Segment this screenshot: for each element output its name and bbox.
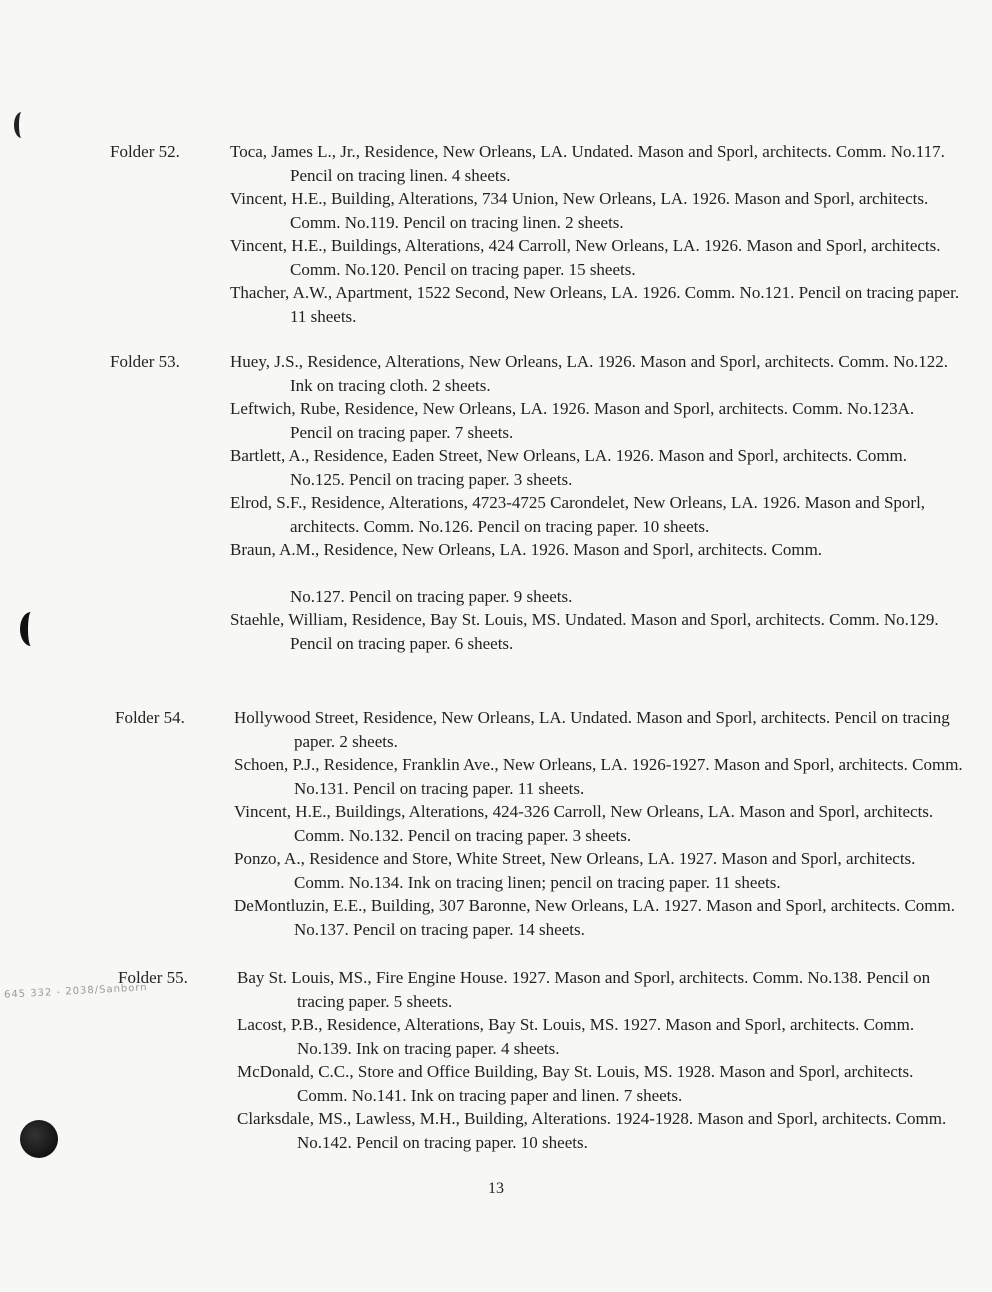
entry: Lacost, P.B., Residence, Alterations, Bay St. Louis, MS. 1927. Mason and Sporl, architects. Comm. No.139. Ink on tracing paper. 4 sheets. xyxy=(237,1015,915,1058)
folder-entries xyxy=(237,966,967,1154)
entry: Vincent, H.E., Buildings, Alterations, 424-326 Carroll, New Orleans, LA. Mason and Sporl, architects. Comm. No.132. Pencil on tracing paper. 3 sheets. xyxy=(234,802,934,845)
entry: McDonald, C.C., Store and Office Building, Bay St. Louis, MS. 1928. Mason and Sporl, architects. Comm. No.141. Ink on tracing paper and linen. 7 sheets. xyxy=(237,1062,914,1105)
entry: Braun, A.M., Residence, New Orleans, LA. 1926. Mason and Sporl, architects. Comm. xyxy=(230,540,823,559)
folder-label: Folder 52. xyxy=(110,142,180,161)
punch-hole-mark xyxy=(14,112,29,138)
folder-label: Folder 54. xyxy=(115,708,185,727)
folder-label: Folder 53. xyxy=(110,352,180,371)
entry: Vincent, H.E., Building, Alterations, 734 Union, New Orleans, LA. 1926. Mason and Sporl, architects. Comm. No.119. Pencil on tracing linen. 2 sheets. xyxy=(230,189,929,232)
punch-hole-mark xyxy=(20,612,42,646)
page-number: 13 xyxy=(488,1180,504,1197)
entry: Bartlett, A., Residence, Eaden Street, New Orleans, LA. 1926. Mason and Sporl, architects. Comm. No.125. Pencil on tracing paper. 3 sheets. xyxy=(230,446,908,489)
folder-label: Folder 55. xyxy=(118,968,188,987)
folder-entries xyxy=(230,140,960,328)
entry-continuation: No.127. Pencil on tracing paper. 9 sheets. xyxy=(290,586,573,606)
pencil-annotation: 645 332 - 2038/Sanborn xyxy=(3,982,148,1001)
folder-entries xyxy=(230,350,960,655)
entry: Toca, James L., Jr., Residence, New Orleans, LA. Undated. Mason and Sporl, architects. Comm. No.117. Pencil on tracing linen. 4 sheets. xyxy=(230,142,945,185)
entry: Thacher, A.W., Apartment, 1522 Second, New Orleans, LA. 1926. Comm. No.121. Pencil on tracing paper. 11 sheets. xyxy=(230,283,960,326)
entry: Ponzo, A., Residence and Store, White Street, New Orleans, LA. 1927. Mason and Sporl, architects. Comm. No.134. Ink on tracing linen; pencil on tracing paper. 11 sheets. xyxy=(234,849,916,892)
punch-hole-mark xyxy=(20,1120,58,1158)
entry: DeMontluzin, E.E., Building, 307 Baronne, New Orleans, LA. 1927. Mason and Sporl, architects. Comm. No.137. Pencil on tracing paper. 14 sheets. xyxy=(234,896,955,939)
entry: Bay St. Louis, MS., Fire Engine House. 1927. Mason and Sporl, architects. Comm. No.138. Pencil on tracing paper. 5 sheets. xyxy=(237,968,931,1011)
entry: Hollywood Street, Residence, New Orleans, LA. Undated. Mason and Sporl, architects. Pencil on tracing paper. 2 sheets. xyxy=(234,708,950,751)
entry: Schoen, P.J., Residence, Franklin Ave., New Orleans, LA. 1926-1927. Mason and Sporl, architects. Comm. No.131. Pencil on tracing paper. 11 sheets. xyxy=(234,755,963,798)
entry: Vincent, H.E., Buildings, Alterations, 424 Carroll, New Orleans, LA. 1926. Mason and Sporl, architects. Comm. No.120. Pencil on tracing paper. 15 sheets. xyxy=(230,236,941,279)
entry: Staehle, William, Residence, Bay St. Louis, MS. Undated. Mason and Sporl, architects. Comm. No.129. Pencil on tracing paper. 6 sheets. xyxy=(230,610,939,653)
entry: Leftwich, Rube, Residence, New Orleans, LA. 1926. Mason and Sporl, architects. Comm. No.123A. Pencil on tracing paper. 7 sheets. xyxy=(230,399,915,442)
entry: Clarksdale, MS., Lawless, M.H., Building, Alterations. 1924-1928. Mason and Sporl, architects. Comm. No.142. Pencil on tracing paper. 10 sheets. xyxy=(237,1109,947,1152)
entry: Elrod, S.F., Residence, Alterations, 4723-4725 Carondelet, New Orleans, LA. 1926. Mason and Sporl, architects. Comm. No.126. Pencil on tracing paper. 10 sheets. xyxy=(230,493,926,536)
folder-entries xyxy=(234,706,964,941)
entry: Huey, J.S., Residence, Alterations, New Orleans, LA. 1926. Mason and Sporl, architects. Comm. No.122. Ink on tracing cloth. 2 sheets. xyxy=(230,352,948,395)
